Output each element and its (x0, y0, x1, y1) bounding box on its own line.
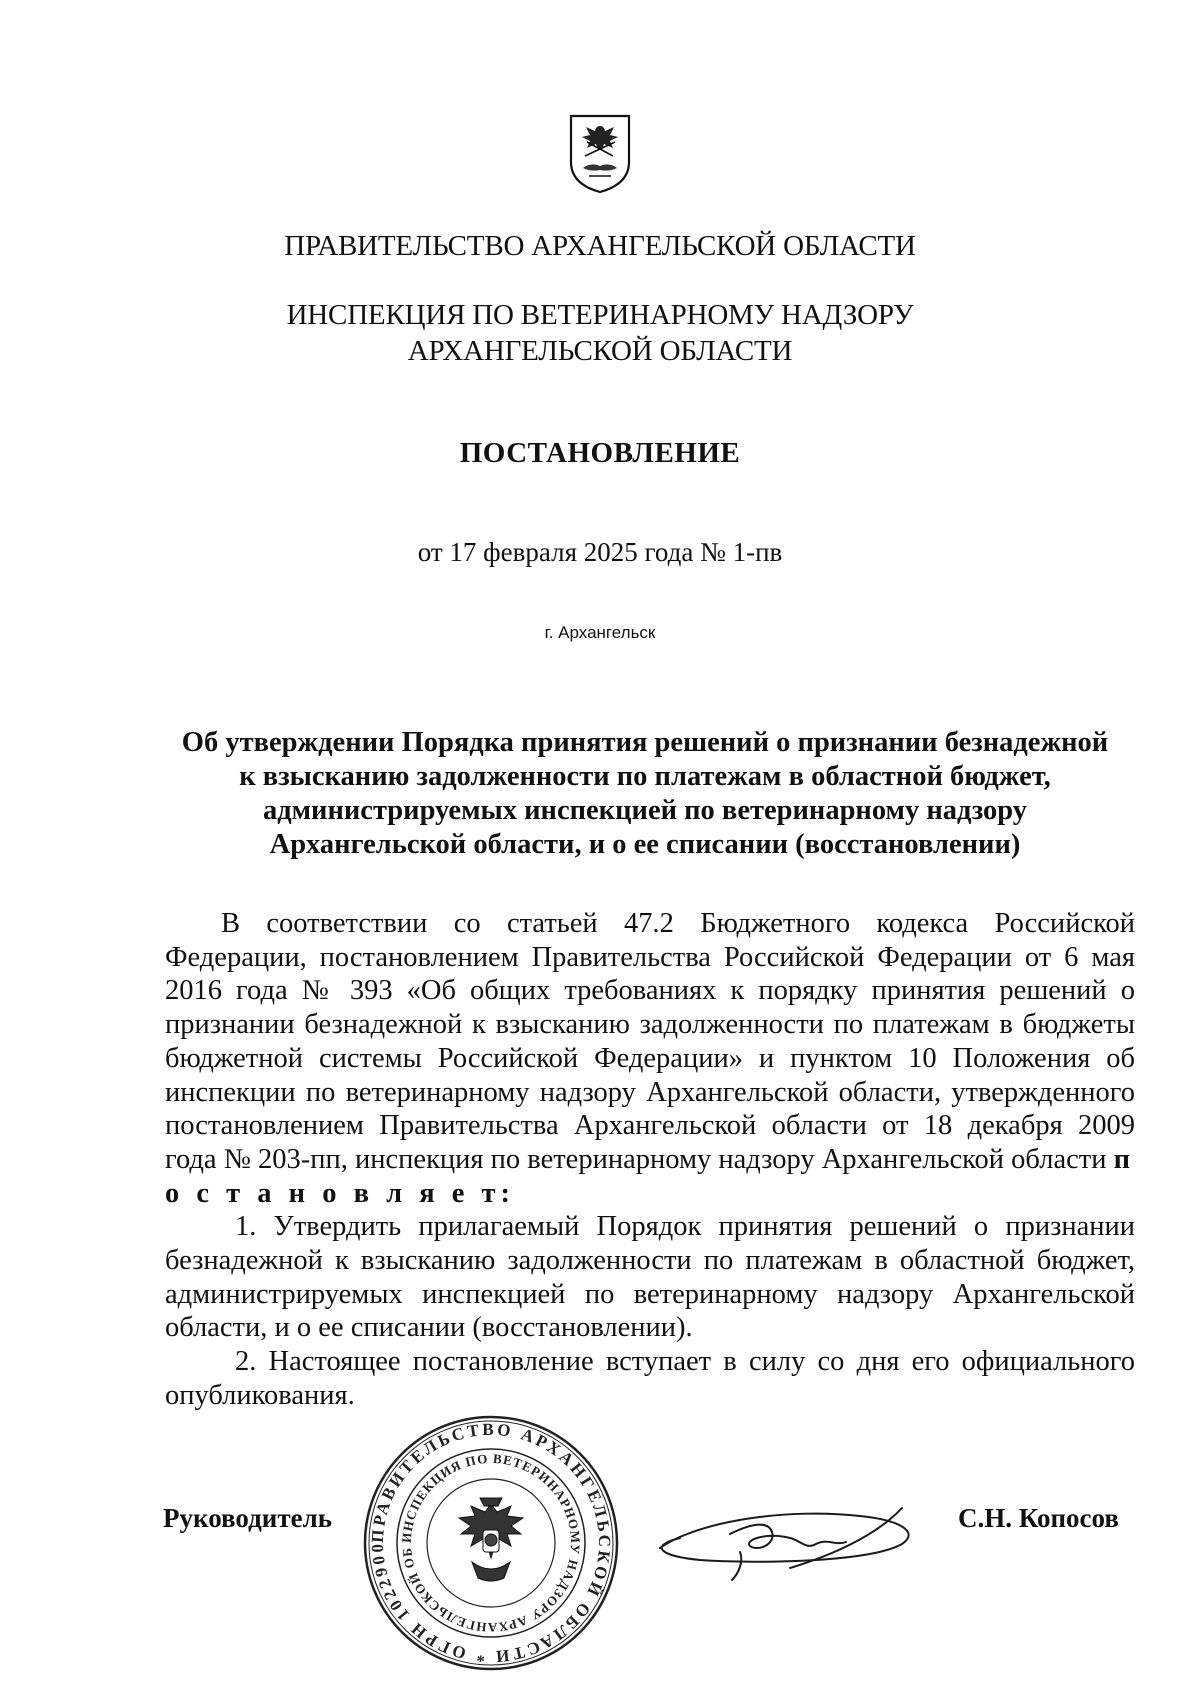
preamble-paragraph (165, 907, 1135, 1210)
item-2-paragraph: 2. Настоящее постановление вступает в силу со дня его официального опубликования. (165, 1346, 1135, 1411)
subject-line1: Об утверждении Порядка принятия решений о признании безнадежной (181, 727, 1109, 758)
inspection-name-line1: ИНСПЕКЦИЯ ПО ВЕТЕРИНАРНОМУ НАДЗОРУ (286, 299, 914, 331)
document-subject (155, 726, 1135, 862)
subject-line4: Архангельской области, и о ее списании (восстановлении) (269, 829, 1021, 860)
inspection-name-line2: АРХАНГЕЛЬСКОЙ ОБЛАСТИ (407, 335, 793, 367)
document-city: г. Архангельск (544, 623, 656, 642)
official-seal-icon (360, 1412, 622, 1674)
subject-line3: администрируемых инспекцией по ветеринарному надзору (262, 795, 1028, 826)
handwritten-signature (640, 1480, 930, 1595)
coat-of-arms-icon (567, 112, 633, 194)
signatory-name: С.Н. Копосов (958, 1503, 1119, 1533)
document-type: ПОСТАНОВЛЕНИЕ (459, 437, 741, 469)
preamble-text: В соответствии со статьей 47.2 Бюджетного кодекса Российской Федерации, постановлением Правительства Российской Федерации от 6 мая 2016 года № 393 «Об общих требованиях к порядку принятия решений о признании безнадежной к взысканию задолженности по платежам в бюджеты бюджетной системы Российской Федерации» и пунктом 10 Положения об инспекции по ветеринарному надзору Архангельской области, утвержденного постановлением Правительства Архангельской области от 18 декабря 2009 года № 203-пп, инспекция по ветеринарному надзору Архангельской области (165, 908, 1135, 1175)
document-body (165, 907, 1135, 1413)
signatory-role: Руководитель (163, 1503, 333, 1533)
seal-inner-text: ИНСПЕКЦИЯ ПО ВЕТЕРИНАРНОМУ НАДЗОРУ АРХАНГЕЛЬСКОЙ ОБ (398, 1450, 584, 1636)
subject-line2: к взысканию задолженности по платежам в областной бюджет, (239, 761, 1051, 792)
seal-outer-text: ПРАВИТЕЛЬСТВО АРХАНГЕЛЬСКОЙ ОБЛАСТИ * ОГРН 1022900 (367, 1419, 615, 1667)
item-1-paragraph: 1. Утвердить прилагаемый Порядок принятия решений о признании безнадежной к взысканию задолженности по платежам в областной бюджет, администрируемых инспекцией по ветеринарному надзору Архангельской области, и о ее списании (восстановлении). (165, 1211, 1135, 1344)
government-name: ПРАВИТЕЛЬСТВО АРХАНГЕЛЬСКОЙ ОБЛАСТИ (284, 230, 916, 262)
inspection-name (0, 297, 1200, 369)
document-date-number: от 17 февраля 2025 года № 1-пв (417, 537, 783, 567)
resolves-word: п о с т а н о в л я е т: (165, 1143, 1135, 1209)
